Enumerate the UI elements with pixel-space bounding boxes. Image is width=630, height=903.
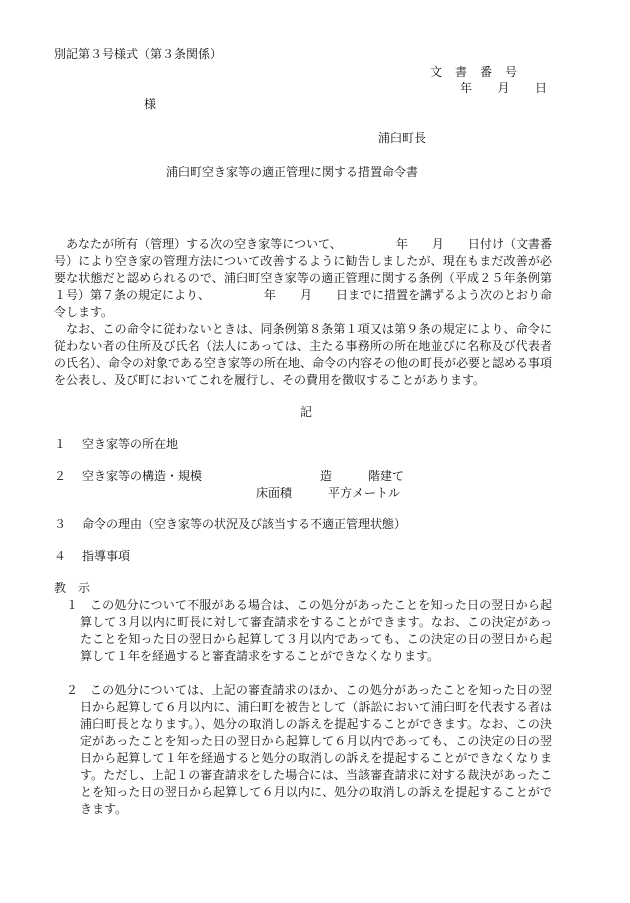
item-2 [54, 468, 202, 485]
item-3-number: ３ [54, 517, 67, 531]
instruction-2-text: この処分については、上記の審査請求のほか、この処分があったことを知った日の翌日から起算して６月以内に、浦臼町を被告として（訴訟において浦臼町を代表する者は浦臼町長となります。）、処分の取消しの訴えを提起することができます。なお、この決定があったことを知った日の翌日から起算して６月以内であっても、この決定の日の翌日から起算して１年を経過すると処分の取消しの訴えを提起することができなくなります。ただし、上記１の審査請求をした場合には、当該審査請求に対する裁決があったことを知った日の翌日から起算して６月以内に、処分の取消しの訴えを提起することができます。 [80, 683, 552, 816]
instruction-item-1 [66, 597, 552, 665]
instruction-item-2 [66, 682, 552, 818]
instruction-heading: 教 示 [54, 581, 91, 595]
body-paragraph-1: あなたが所有（管理）する次の空き家等について、 年 月 日付け（文書番号）により空き家の管理方法について改善するように勧告しましたが、現在もまだ改善が必要な状態だと認められるので、浦臼町空き家等の適正管理に関する条例（平成２５年条例第１号）第７条の規定により、 年 月 日までに措置を講ずるよう次のとおり命令します。 [54, 237, 553, 319]
instruction-1-number: １ [66, 598, 79, 612]
item-1 [54, 436, 178, 453]
item-3 [54, 516, 406, 533]
document-number: 文 書 番 号 [430, 65, 518, 79]
form-label: 別記第３号様式（第３条関係） [54, 47, 223, 61]
item-4-label: 指導事項 [82, 549, 131, 563]
item-2-floor-area: 床面積 平方メートル [256, 486, 401, 500]
recipient-suffix: 様 [144, 97, 157, 111]
issuer: 浦臼町長 [378, 131, 427, 145]
item-2-number: ２ [54, 469, 67, 483]
item-2-structure: 造 階建て [320, 469, 405, 483]
item-3-label: 命令の理由（空き家等の状況及び該当する不適正管理状態） [82, 517, 407, 531]
instruction-2-number: ２ [66, 683, 79, 697]
document-title: 浦臼町空き家等の適正管理に関する措置命令書 [166, 165, 419, 179]
item-4 [54, 548, 130, 565]
item-2-label: 空き家等の構造・規模 [82, 469, 203, 483]
item-1-number: １ [54, 437, 67, 451]
instruction-1-text: この処分について不服がある場合は、この処分があったことを知った日の翌日から起算して３月以内に町長に対して審査請求をすることができます。なお、この決定があったことを知った日の翌日から起算して３月以内であっても、この決定の日の翌日から起算して１年を経過すると審査請求をすることができなくなります。 [80, 598, 552, 663]
item-4-number: ４ [54, 549, 67, 563]
body-paragraph-2: なお、この命令に従わないときは、同条例第８条第１項又は第９条の規定により、命令に従わない者の住所及び氏名（法人にあっては、主たる事務所の所在地並びに名称及び代表者の氏名）、命令の対象である空き家等の所在地、命令の内容その他の町長が必要と認める事項を公表し、及び町においてこれを履行し、その費用を徴収することがあります。 [54, 322, 553, 387]
ki-heading: 記 [300, 405, 313, 419]
date-line: 年 月 日 [460, 81, 548, 95]
item-1-label: 空き家等の所在地 [82, 437, 179, 451]
